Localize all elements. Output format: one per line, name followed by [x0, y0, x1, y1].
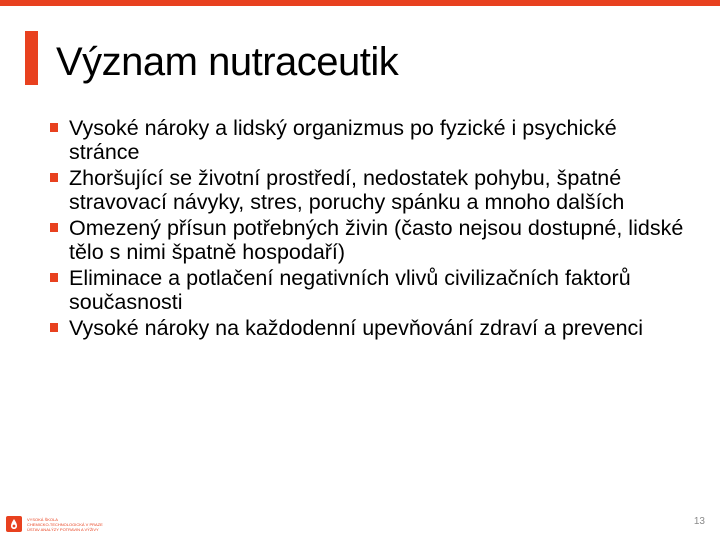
square-bullet-icon: [50, 273, 58, 282]
square-bullet-icon: [50, 173, 58, 182]
bullet-text: Vysoké nároky a lidský organizmus po fyzické i psychické stránce: [69, 116, 617, 164]
logo-line: VYSOKÁ ŠKOLA: [27, 517, 58, 522]
logo-line: CHEMICKO-TECHNOLOGICKÁ V PRAZE: [27, 522, 103, 527]
square-bullet-icon: [50, 123, 58, 132]
top-accent-bar: [0, 0, 720, 6]
square-bullet-icon: [50, 223, 58, 232]
bullet-text: Vysoké nároky na každodenní upevňování zdraví a prevenci: [69, 316, 644, 340]
bullet-text: Eliminace a potlačení negativních vlivů civilizačních faktorů současnosti: [69, 266, 631, 314]
bullet-item: [45, 316, 685, 340]
page-number: 13: [693, 516, 705, 527]
title-accent-bar: [25, 31, 38, 85]
bullet-item: [45, 216, 685, 264]
slide-title: Význam nutraceutik: [56, 40, 399, 84]
square-bullet-icon: [50, 323, 58, 332]
bullet-list: [45, 116, 685, 342]
bullet-item: [45, 116, 685, 164]
logo-text: [27, 517, 119, 532]
bullet-item: [45, 166, 685, 214]
bullet-text: Omezený přísun potřebných živin (často nejsou dostupné, lidské tělo s nimi špatně hospodaří): [69, 216, 684, 264]
bullet-text: Zhoršující se životní prostředí, nedostatek pohybu, špatné stravovací návyky, stres, poruchy spánku a mnoho dalších: [69, 166, 625, 214]
bullet-item: [45, 266, 685, 314]
university-logo-icon: [6, 516, 22, 532]
logo-line: ÚSTAV ANALÝZY POTRAVIN A VÝŽIVY: [27, 527, 99, 532]
